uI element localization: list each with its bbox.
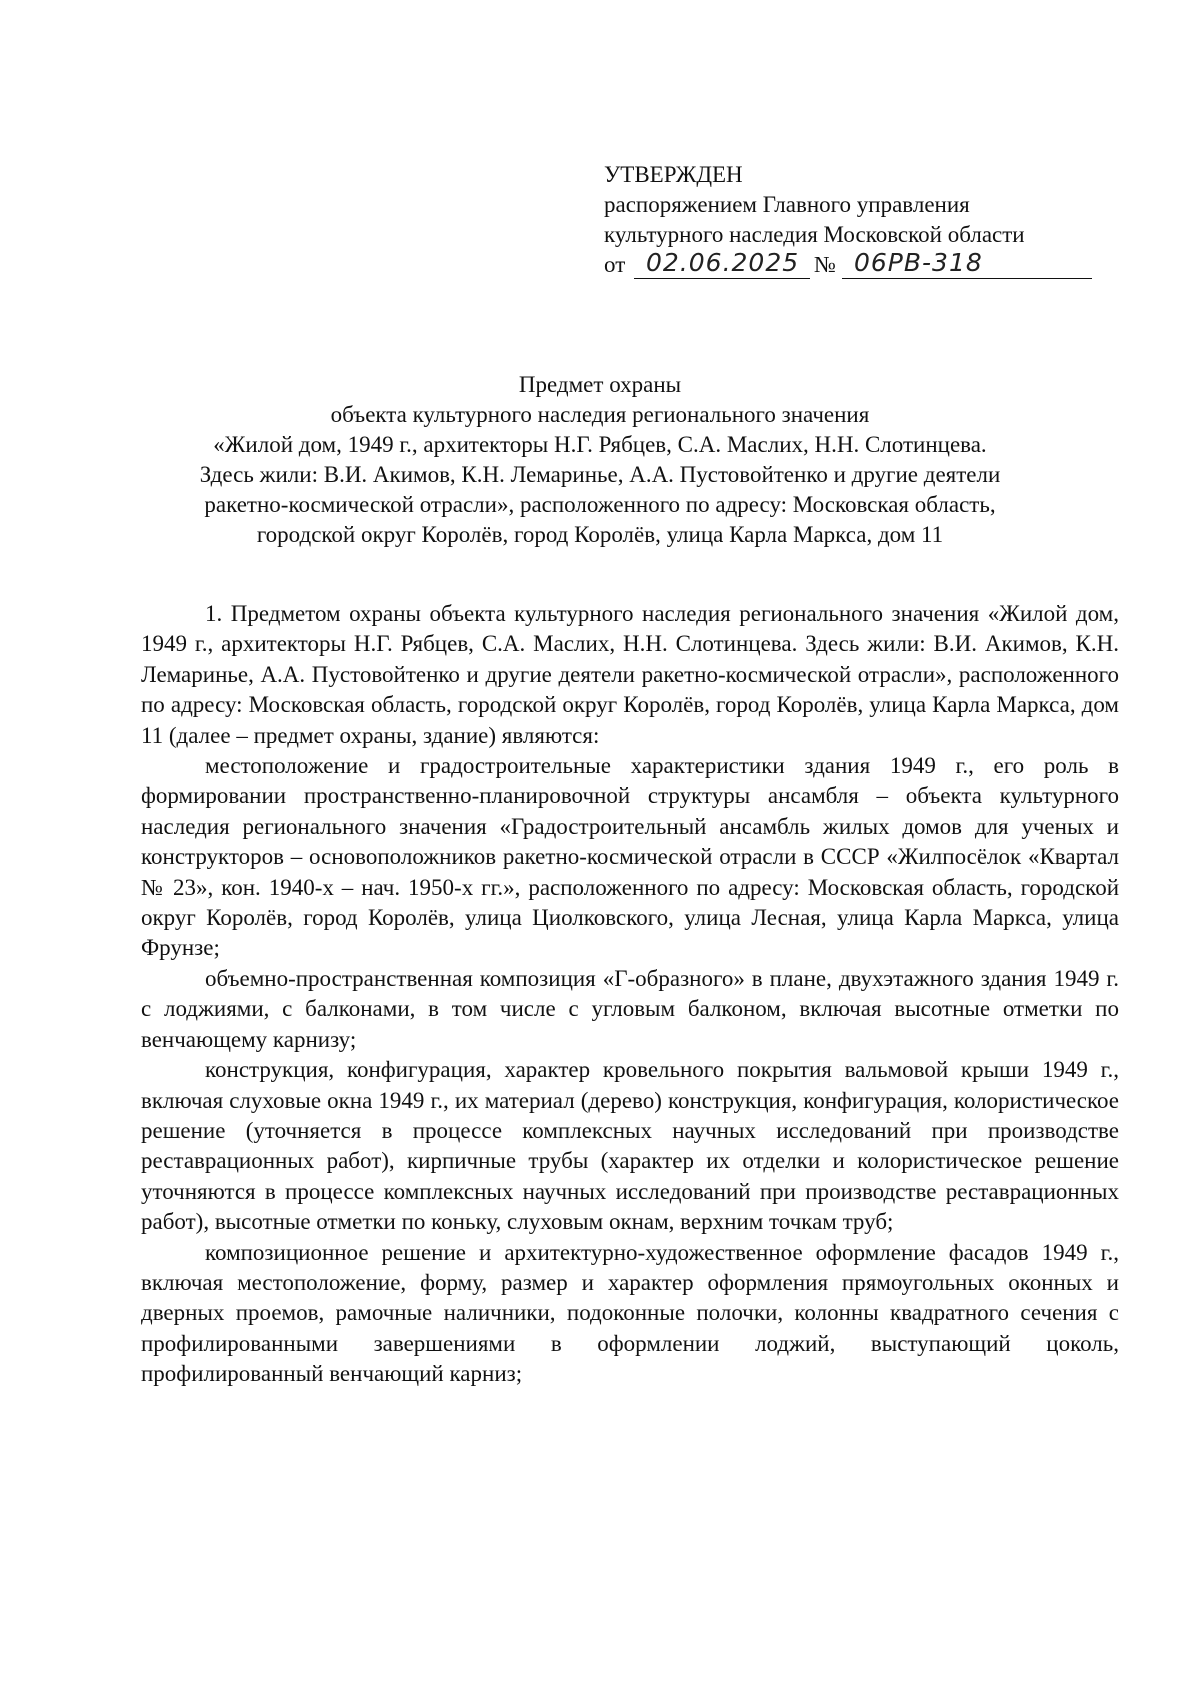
approval-block — [604, 160, 1094, 284]
title-line: городской округ Королёв, город Королёв, улица Карла Маркса, дом 11 — [256, 522, 944, 547]
title-line: ракетно-космической отрасли», расположенного по адресу: Московская область, — [204, 492, 996, 517]
approval-line-2: культурного наследия Московской области — [604, 222, 1025, 247]
handwritten-date: 02.06.2025 — [646, 248, 800, 277]
title-line: Здесь жили: В.И. Акимов, К.Н. Лемаринье, А.А. Пустовойтенко и другие деятели — [199, 462, 1001, 487]
document-body — [141, 599, 1119, 1390]
handwritten-number: 06РВ-318 — [854, 248, 983, 277]
paragraph-facades: композиционное решение и архитектурно-художественное оформление фасадов 1949 г., включая местоположение, форму, размер и характер оформления прямоугольных оконных и дверных проемов, рамочные наличники, подоконные полочки, колонны квадратного сечения с профилированными завершениями в оформлении лоджий, выступающий цоколь, профилированный венчающий карниз; — [141, 1239, 1119, 1387]
date-prefix: от — [604, 252, 626, 277]
title-line: Предмет охраны — [518, 372, 682, 397]
paragraph-location: местоположение и градостроительные характеристики здания 1949 г., его роль в формировании пространственно-планировочной структуры ансамбля – объекта культурного наследия регионального значения «Градостроительный ансамбль жилых домов для ученых и конструкторов – основоположников ракетно-космической отрасли в СССР «Жилпосёлок «Квартал № 23», кон. 1940-х – нач. 1950-х гг.», расположенного по адресу: Московская область, городской округ Королёв, город Королёв, улица Циолковского, улица Лесная, улица Карла Маркса, улица Фрунзе; — [141, 753, 1119, 961]
date-underline — [634, 278, 810, 279]
paragraph-1: 1. Предметом охраны объекта культурного наследия регионального значения «Жилой дом, 1949 г., архитекторы Н.Г. Рябцев, С.А. Маслих, Н.Н. Слотинцева. Здесь жили: В.И. Акимов, К.Н. Лемаринье, А.А. Пустовойтенко и другие деятели ракетно-космической отрасли», расположенного по адресу: Московская область, городской округ Королёв, город Королёв, улица Карла Маркса, дом 11 (далее – предмет охраны, здание) являются: — [141, 601, 1119, 748]
title-line: объекта культурного наследия регионального значения — [330, 402, 870, 427]
approval-line-1: распоряжением Главного управления — [604, 192, 970, 217]
approval-heading: УТВЕРЖДЕН — [604, 162, 743, 187]
number-underline — [842, 278, 1092, 279]
paragraph-composition: объемно-пространственная композиция «Г-образного» в плане, двухэтажного здания 1949 г. с лоджиями, с балконами, в том числе с угловым балконом, включая высотные отметки по венчающему карнизу; — [141, 965, 1119, 1052]
document-title — [120, 370, 1080, 550]
approval-date-number-line — [604, 250, 1094, 284]
number-sign: № — [814, 252, 836, 277]
paragraph-roof: конструкция, конфигурация, характер кровельного покрытия вальмовой крыши 1949 г., включая слуховые окна 1949 г., их материал (дерево) конструкция, конфигурация, колористическое решение (уточняется в процессе комплексных научных исследований при производстве реставрационных работ), кирпичные трубы (характер их отделки и колористическое решение уточняются в процессе комплексных научных исследований при производстве реставрационных работ), высотные отметки по коньку, слуховым окнам, верхним точкам труб; — [141, 1057, 1119, 1235]
title-line: «Жилой дом, 1949 г., архитекторы Н.Г. Рябцев, С.А. Маслих, Н.Н. Слотинцева. — [213, 432, 987, 457]
